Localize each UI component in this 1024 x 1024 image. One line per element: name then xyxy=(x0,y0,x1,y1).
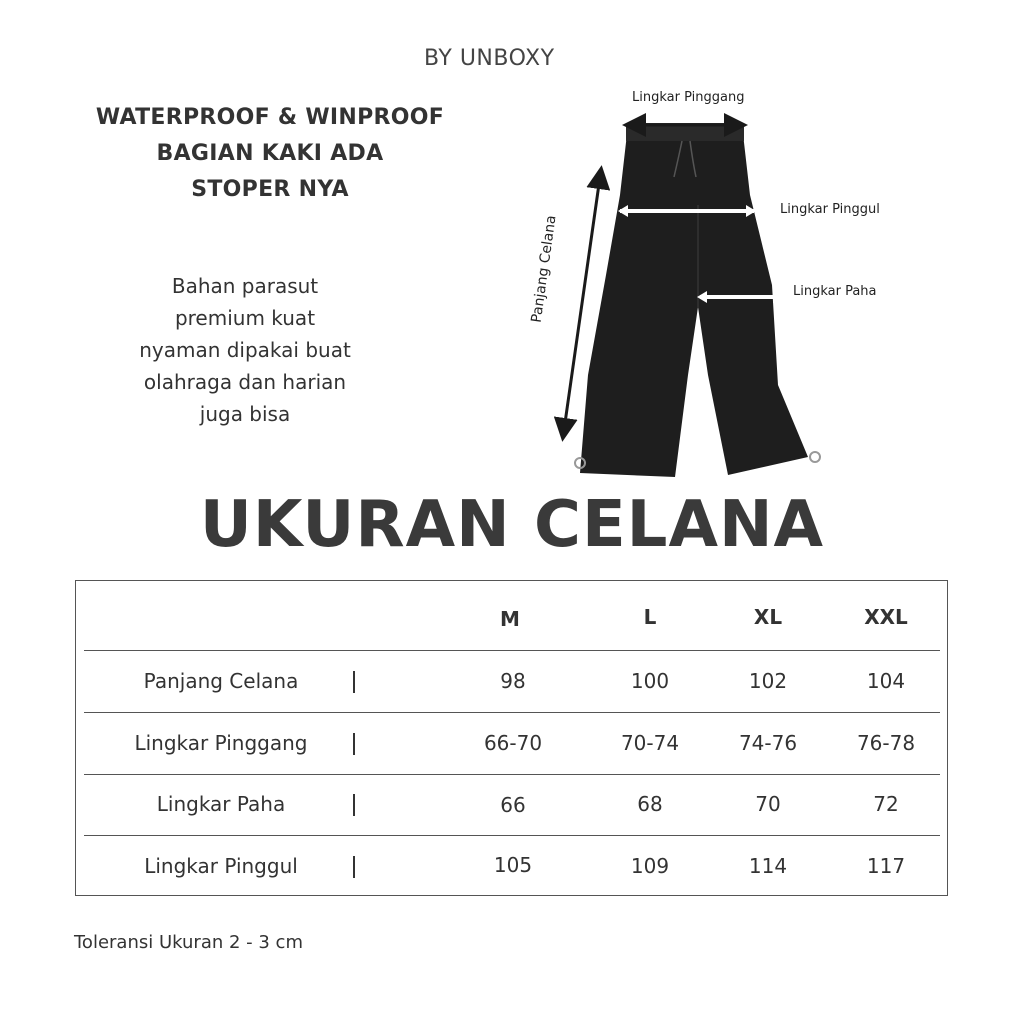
description-line: premium kuat xyxy=(174,306,316,330)
page-title: UKURAN CELANA xyxy=(199,488,825,562)
length-label: Panjang Celana xyxy=(528,214,560,324)
row-divider xyxy=(84,835,940,836)
row-divider xyxy=(84,774,940,775)
size-header-l: L xyxy=(643,605,657,629)
waist-label: Lingkar Pinggang xyxy=(632,90,745,105)
description-line: nyaman dipakai buat xyxy=(139,338,351,362)
size-header-m: M xyxy=(500,607,520,631)
table-cell: 117 xyxy=(866,854,906,878)
table-cell: 98 xyxy=(500,669,526,693)
size-chart-table xyxy=(75,580,948,896)
table-cell: 70 xyxy=(755,792,781,816)
row-separator xyxy=(353,856,355,878)
row-separator xyxy=(353,733,355,755)
table-cell: 100 xyxy=(630,669,670,693)
description-line: Bahan parasut xyxy=(171,274,319,298)
table-cell: 114 xyxy=(748,854,788,878)
row-label-paha: Lingkar Paha xyxy=(156,792,286,816)
size-tolerance-note: Toleransi Ukuran 2 - 3 cm xyxy=(74,932,303,953)
product-description xyxy=(80,270,410,430)
size-header-xl: XL xyxy=(753,605,783,629)
row-divider xyxy=(84,650,940,651)
feature-line: STOPER NYA xyxy=(191,177,349,202)
stopper-right xyxy=(810,452,820,462)
row-label-panjang: Panjang Celana xyxy=(143,669,299,693)
row-label-pinggang: Lingkar Pinggang xyxy=(134,731,308,755)
row-separator xyxy=(353,671,355,693)
table-cell: 109 xyxy=(630,854,670,878)
table-cell: 74-76 xyxy=(738,731,798,755)
table-cell: 68 xyxy=(637,792,663,816)
table-cell: 70-74 xyxy=(620,731,680,755)
row-separator xyxy=(353,794,355,816)
table-cell: 76-78 xyxy=(856,731,916,755)
table-cell: 105 xyxy=(493,853,533,877)
feature-line: WATERPROOF & WINPROOF xyxy=(95,105,445,130)
table-cell: 72 xyxy=(873,792,899,816)
feature-list xyxy=(60,100,480,208)
table-cell: 102 xyxy=(748,669,788,693)
row-divider xyxy=(84,712,940,713)
table-cell: 104 xyxy=(866,669,906,693)
description-line: olahraga dan harian xyxy=(143,370,347,394)
description-line: juga bisa xyxy=(199,402,291,426)
table-cell: 66-70 xyxy=(483,731,543,755)
row-label-pinggul: Lingkar Pinggul xyxy=(144,854,298,878)
table-cell: 66 xyxy=(500,793,526,817)
thigh-label: Lingkar Paha xyxy=(793,284,877,299)
size-header-xxl: XXL xyxy=(864,605,908,629)
brand-text: BY UNBOXY xyxy=(424,46,555,71)
hip-label: Lingkar Pinggul xyxy=(780,202,880,217)
pants-diagram xyxy=(510,85,930,485)
feature-line: BAGIAN KAKI ADA xyxy=(156,141,384,166)
